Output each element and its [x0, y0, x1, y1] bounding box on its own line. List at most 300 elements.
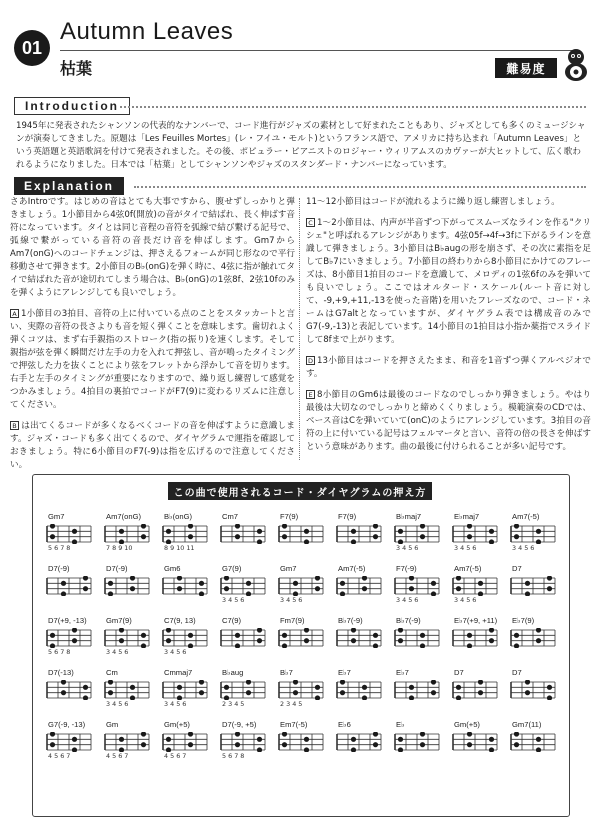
finger-dot	[166, 628, 171, 633]
finger-dot	[141, 534, 146, 539]
finger-dot	[398, 747, 403, 752]
song-title-japanese: 枯葉	[60, 59, 93, 78]
section-tag-c: C	[306, 218, 315, 227]
introduction-heading: Introduction	[14, 97, 130, 115]
finger-dot	[199, 591, 204, 596]
finger-dot	[362, 685, 367, 690]
finger-dot	[108, 690, 113, 695]
chord-name: B♭7	[280, 668, 293, 677]
chord-name: Gm(+5)	[164, 720, 190, 729]
finger-dot	[224, 576, 229, 581]
chord-fretboard	[391, 680, 441, 700]
chord-diagram-grid	[40, 512, 564, 812]
chord-name: D7	[512, 668, 522, 677]
chord-name: Fm7(9)	[280, 616, 305, 625]
chord-diagram	[330, 616, 388, 668]
chord-name: Am7(-5)	[454, 564, 482, 573]
finger-dot	[141, 742, 146, 747]
chord-name: E♭	[396, 720, 405, 729]
finger-dot	[166, 638, 171, 643]
chord-name: B♭maj7	[396, 512, 422, 521]
chord-diagram	[40, 720, 98, 772]
chord-fret-numbers: 3 4 5 6	[280, 596, 303, 604]
finger-dot	[235, 732, 240, 737]
chord-fretboard	[333, 524, 383, 544]
chord-fret-numbers: 3 4 5 6	[396, 544, 419, 552]
chord-name: E♭7(9)	[512, 616, 535, 625]
finger-dot	[235, 534, 240, 539]
finger-dot	[409, 586, 414, 591]
chord-fretboard	[101, 680, 151, 700]
chord-fretboard	[217, 680, 267, 700]
chord-fretboard	[217, 732, 267, 752]
finger-dot	[351, 747, 356, 752]
finger-dot	[536, 539, 541, 544]
chord-diagram	[272, 616, 330, 668]
chord-fretboard	[391, 628, 441, 648]
section-tag-a: A	[10, 309, 19, 318]
finger-dot	[282, 732, 287, 737]
chord-diagram	[214, 668, 272, 720]
finger-dot	[398, 737, 403, 742]
finger-dot	[351, 638, 356, 643]
finger-dot	[119, 737, 124, 742]
finger-dot	[119, 638, 124, 643]
chord-name: D7	[454, 668, 464, 677]
finger-dot	[304, 628, 309, 633]
finger-dot	[362, 695, 367, 700]
finger-dot	[199, 690, 204, 695]
chord-name: D7	[512, 564, 522, 573]
chord-fretboard	[159, 576, 209, 596]
chord-name: Cm	[106, 668, 118, 677]
finger-dot	[166, 529, 171, 534]
finger-dot	[373, 534, 378, 539]
section-tag-d: D	[307, 357, 313, 365]
finger-dot	[50, 742, 55, 747]
finger-dot	[119, 628, 124, 633]
chord-name: Am7(-5)	[512, 512, 540, 521]
chord-diagram	[446, 720, 504, 772]
finger-dot	[467, 524, 472, 529]
finger-dot	[351, 737, 356, 742]
chord-fretboard	[449, 732, 499, 752]
finger-dot	[431, 581, 436, 586]
finger-dot	[188, 524, 193, 529]
chord-fretboard	[507, 680, 557, 700]
chord-diagram	[330, 720, 388, 772]
chord-diagram	[446, 616, 504, 668]
finger-dot	[489, 638, 494, 643]
chord-fretboard	[101, 576, 151, 596]
finger-dot	[83, 695, 88, 700]
chord-fretboard	[507, 576, 557, 596]
chord-diagram	[98, 564, 156, 616]
finger-dot	[83, 576, 88, 581]
chord-fretboard	[391, 524, 441, 544]
explanation-paragraph-a	[10, 308, 295, 412]
chord-fret-numbers: 3 4 5 6	[106, 700, 129, 708]
chord-name: D7(-9)	[48, 564, 70, 573]
finger-dot	[108, 680, 113, 685]
chord-fretboard	[449, 576, 499, 596]
finger-dot	[177, 586, 182, 591]
chord-name: C7(9, 13)	[164, 616, 196, 625]
finger-dot	[293, 680, 298, 685]
chord-name: D7(+9, -13)	[48, 616, 87, 625]
chord-fretboard	[275, 732, 325, 752]
finger-dot	[373, 633, 378, 638]
finger-dot	[514, 524, 519, 529]
song-title: Autumn Leaves	[60, 18, 234, 45]
finger-dot	[467, 742, 472, 747]
finger-dot	[304, 737, 309, 742]
finger-dot	[420, 524, 425, 529]
finger-dot	[351, 539, 356, 544]
finger-dot	[351, 628, 356, 633]
chord-name: Am7(onG)	[106, 512, 142, 521]
chord-fret-numbers: 5 6 7 8	[48, 544, 71, 552]
finger-dot	[246, 680, 251, 685]
chord-name: Gm(+5)	[454, 720, 480, 729]
finger-dot	[141, 643, 146, 648]
finger-dot	[188, 534, 193, 539]
chord-diagram	[272, 668, 330, 720]
finger-dot	[536, 737, 541, 742]
finger-dot	[315, 576, 320, 581]
chord-name: B♭aug	[222, 668, 244, 677]
finger-dot	[340, 581, 345, 586]
paragraph-a-text: 1小節目の3拍目、音符の上に付いている点のことをスタッカートと言い、実際の音符の長さよりも音を短く弾くことを意味します。歯切れよく弾くコツは、まず右手親指のストローク(指の振り)を速くします。そして親指が弦を弾く瞬間だけ左手の力を入れて押弦し、音が鳴ったタイミングで押弦した力を抜くことにより弦をフレットから浮かして音を切ります。右手と左手のタイミングが重要になりますので、繰り返し練習して感覚をつかみましょう。4拍目の裏拍でコードがF7(9)に変わるリズムに注意してください。	[10, 309, 295, 410]
chord-name: E♭maj7	[454, 512, 480, 521]
finger-dot	[130, 576, 135, 581]
finger-dot	[72, 737, 77, 742]
chord-diagram	[446, 668, 504, 720]
chord-diagram	[504, 668, 562, 720]
finger-dot	[514, 742, 519, 747]
finger-dot	[61, 680, 66, 685]
chord-name: G7(-9, -13)	[48, 720, 86, 729]
chord-diagram	[98, 668, 156, 720]
finger-dot	[456, 576, 461, 581]
finger-dot	[431, 680, 436, 685]
chord-diagram-title: この曲で使用されるコード・ダイヤグラムの押え方	[168, 482, 432, 500]
finger-dot	[398, 529, 403, 534]
finger-dot	[119, 529, 124, 534]
page-header	[0, 0, 600, 95]
finger-dot	[456, 695, 461, 700]
chord-diagram	[272, 564, 330, 616]
finger-dot	[431, 591, 436, 596]
finger-dot	[224, 586, 229, 591]
chord-name: Gm7	[280, 564, 297, 573]
chord-name: B♭(onG)	[164, 512, 193, 521]
finger-dot	[235, 633, 240, 638]
chord-diagram	[388, 564, 446, 616]
finger-dot	[108, 581, 113, 586]
chord-diagram	[272, 512, 330, 564]
chord-diagram	[272, 720, 330, 772]
chord-name: D7(-13)	[48, 668, 74, 677]
chord-diagram	[388, 616, 446, 668]
chord-name: D7(-9, +5)	[222, 720, 257, 729]
chord-fret-numbers: 4 5 6 7	[106, 752, 129, 760]
chord-fretboard	[159, 524, 209, 544]
chord-fretboard	[507, 732, 557, 752]
finger-dot	[293, 581, 298, 586]
finger-dot	[420, 534, 425, 539]
finger-dot	[246, 690, 251, 695]
finger-dot	[188, 633, 193, 638]
chord-name: Am7(-5)	[338, 564, 366, 573]
chord-diagram	[156, 720, 214, 772]
explanation-paragraph-d	[306, 355, 591, 381]
finger-dot	[340, 690, 345, 695]
finger-dot	[177, 685, 182, 690]
finger-dot	[489, 737, 494, 742]
section-tag-b: B	[10, 421, 19, 430]
finger-dot	[257, 628, 262, 633]
introduction-dotted-rule	[120, 106, 586, 108]
chord-diagram	[40, 616, 98, 668]
chord-diagram	[446, 564, 504, 616]
chord-name: Em7(-5)	[280, 720, 308, 729]
finger-dot	[398, 628, 403, 633]
finger-dot	[547, 685, 552, 690]
finger-dot	[282, 524, 287, 529]
chord-fretboard	[333, 576, 383, 596]
explanation-dotted-rule	[134, 186, 586, 188]
finger-dot	[50, 534, 55, 539]
finger-dot	[547, 586, 552, 591]
finger-dot	[409, 695, 414, 700]
difficulty-mascot-icon	[560, 46, 592, 82]
chord-name: E♭7(+9, +11)	[454, 616, 498, 625]
finger-dot	[467, 643, 472, 648]
explanation-right-column	[306, 196, 591, 462]
chord-fret-numbers: 7 8 9 10	[106, 544, 133, 552]
chord-name: Gm7(9)	[106, 616, 132, 625]
chord-name: F7(9)	[280, 512, 299, 521]
chord-diagram	[40, 668, 98, 720]
finger-dot	[547, 695, 552, 700]
chord-diagram	[214, 512, 272, 564]
finger-dot	[177, 576, 182, 581]
finger-dot	[72, 529, 77, 534]
chord-fret-numbers: 5 6 7 8	[222, 752, 245, 760]
finger-dot	[304, 747, 309, 752]
finger-dot	[536, 529, 541, 534]
finger-dot	[514, 643, 519, 648]
song-number-badge: 01	[14, 30, 50, 66]
finger-dot	[536, 638, 541, 643]
chord-diagram	[98, 616, 156, 668]
finger-dot	[514, 633, 519, 638]
chord-fret-numbers: 3 4 5 6	[106, 648, 129, 656]
finger-dot	[72, 539, 77, 544]
chord-name: E♭6	[338, 720, 351, 729]
finger-dot	[166, 737, 171, 742]
finger-dot	[478, 591, 483, 596]
chord-fret-numbers: 4 5 6 7	[48, 752, 71, 760]
finger-dot	[420, 742, 425, 747]
chord-name: F7(-9)	[396, 564, 417, 573]
chord-fretboard	[159, 732, 209, 752]
chord-name: G7(9)	[222, 564, 242, 573]
finger-dot	[315, 685, 320, 690]
finger-dot	[304, 529, 309, 534]
finger-dot	[409, 685, 414, 690]
chord-fretboard	[101, 628, 151, 648]
chord-fretboard	[101, 524, 151, 544]
chord-diagram	[156, 512, 214, 564]
finger-dot	[199, 581, 204, 586]
chord-diagram	[504, 564, 562, 616]
explanation-heading: Explanation	[14, 177, 124, 195]
chord-name: Gm7(11)	[512, 720, 542, 729]
finger-dot	[304, 638, 309, 643]
chord-fret-numbers: 3 4 5 6	[164, 700, 187, 708]
chord-diagram	[504, 512, 562, 564]
finger-dot	[246, 581, 251, 586]
finger-dot	[420, 633, 425, 638]
chord-diagram	[40, 512, 98, 564]
finger-dot	[420, 732, 425, 737]
finger-dot	[199, 680, 204, 685]
finger-dot	[188, 732, 193, 737]
chord-diagram	[214, 564, 272, 616]
paragraph-d-text: 13小節目はコードを押さえたまま、和音を1音ずつ弾くアルペジオです。	[306, 356, 591, 379]
finger-dot	[536, 628, 541, 633]
chord-diagram	[98, 720, 156, 772]
finger-dot	[456, 685, 461, 690]
section-tag-e: E	[306, 390, 315, 399]
chord-fretboard	[275, 576, 325, 596]
chord-diagram	[388, 512, 446, 564]
chord-name: Cmmaj7	[164, 668, 193, 677]
introduction-text: 1945年に発表されたシャンソンの代表的なナンバーで、コード進行がジャズの素材として好まれたこともあり、ジャズとしても多くのミュージシャンが演奏してきました。原題は「Les Feuilles Mortes」(レ・フイユ・モルト)というフランス語で、アメリカに持ち込まれ「Autumn Leaves」という英語題と英語歌詞を付けて発表されました。その後、ポピュラー・ピアニストのロジャー・ウィリアムスのカヴァーが大ヒットして、広く歌われるようになりました。日本では「枯葉」としてシャンソンやジャズのスタンダード・ナンバーになっています。	[16, 121, 586, 170]
chord-name: E♭7	[396, 668, 409, 677]
finger-dot	[257, 638, 262, 643]
finger-dot	[340, 680, 345, 685]
paragraph-e-text: 8小節目のGm6は最後のコードなのでしっかり弾きましょう。やはり最後は大切なのでしっかりと締めくくりましょう。模範演奏のCDでは、ベース音はCを弾いていて(onC)のようにアレンジしています。3拍目の音符の上に付いている記号はフェルマータと言い、音符の倍の長さを伸ばすという意味があります。曲の最後に付けられることが多い記号です。	[306, 390, 591, 452]
chord-fretboard	[275, 680, 325, 700]
chord-fretboard	[217, 524, 267, 544]
chord-fretboard	[333, 680, 383, 700]
finger-dot	[257, 737, 262, 742]
chord-fretboard	[333, 628, 383, 648]
chord-fretboard	[275, 524, 325, 544]
finger-dot	[547, 576, 552, 581]
chord-diagram	[446, 512, 504, 564]
finger-dot	[362, 576, 367, 581]
finger-dot	[478, 680, 483, 685]
chord-fretboard	[159, 628, 209, 648]
chord-fretboard	[507, 628, 557, 648]
finger-dot	[130, 586, 135, 591]
chord-fretboard	[217, 628, 267, 648]
finger-dot	[108, 591, 113, 596]
finger-dot	[536, 747, 541, 752]
explanation-paragraph-cont: 11〜12小節目はコードが流れるように繰り返し練習しましょう。	[306, 197, 560, 207]
chord-diagram	[40, 564, 98, 616]
explanation-left-column	[10, 196, 295, 480]
finger-dot	[72, 747, 77, 752]
finger-dot	[351, 529, 356, 534]
finger-dot	[188, 643, 193, 648]
chord-diagram	[156, 668, 214, 720]
finger-dot	[83, 685, 88, 690]
finger-dot	[141, 633, 146, 638]
chord-diagram	[156, 616, 214, 668]
chord-name: Gm6	[164, 564, 181, 573]
chord-fretboard	[275, 628, 325, 648]
chord-fretboard	[43, 576, 93, 596]
finger-dot	[373, 524, 378, 529]
finger-dot	[83, 586, 88, 591]
finger-dot	[431, 690, 436, 695]
chord-fret-numbers: 4 5 6 7	[164, 752, 187, 760]
finger-dot	[478, 581, 483, 586]
finger-dot	[398, 638, 403, 643]
finger-dot	[362, 586, 367, 591]
chord-fret-numbers: 8 9 10 11	[164, 544, 195, 552]
finger-dot	[409, 576, 414, 581]
finger-dot	[50, 732, 55, 737]
chord-fretboard	[159, 680, 209, 700]
finger-dot	[304, 539, 309, 544]
finger-dot	[246, 591, 251, 596]
finger-dot	[373, 643, 378, 648]
chord-fret-numbers: 5 6 7 8	[48, 648, 71, 656]
explanation-paragraph-e	[306, 389, 591, 454]
explanation-header	[14, 176, 124, 196]
finger-dot	[282, 534, 287, 539]
finger-dot	[72, 628, 77, 633]
chord-fretboard	[449, 524, 499, 544]
finger-dot	[489, 539, 494, 544]
chord-fret-numbers: 3 4 5 6	[512, 544, 535, 552]
chord-fretboard	[333, 732, 383, 752]
chord-fretboard	[43, 524, 93, 544]
finger-dot	[525, 690, 530, 695]
finger-dot	[282, 633, 287, 638]
chord-fret-numbers: 2 3 4 5	[222, 700, 245, 708]
chord-diagram	[330, 668, 388, 720]
finger-dot	[467, 534, 472, 539]
explanation-paragraph-b	[10, 420, 295, 472]
chord-name: Gm	[106, 720, 119, 729]
difficulty-label: 難易度	[495, 58, 557, 78]
chord-diagram	[98, 512, 156, 564]
finger-dot	[373, 732, 378, 737]
column-divider	[299, 198, 300, 460]
chord-diagram	[388, 668, 446, 720]
title-divider	[60, 50, 580, 51]
finger-dot	[315, 586, 320, 591]
finger-dot	[467, 732, 472, 737]
chord-diagram	[388, 720, 446, 772]
explanation-paragraph: さあIntroです。はじめの音はとても大事ですから、腹せずしっかりと弾きましょう。1小節目から4弦0f(開放)の音がタイで結ばれ、長く伸ばす音符になっています。タイとは同じ音程の音符を弧線で結び繋げる記号で、弧線で繋がっている音符の音長だけ音を伸ばします。Gm7からAm7(onG)へのコードチェンジは、押さえるフォームが同じ形なので平行移動させて弾きます。2小節目のB♭(onG)を弾く時に、4弦に指が触れてタイで結ばれた音が途切れてしまう場合は、B♭(onG)の1弦8f、2弦10fのみを弾くようにアレンジしても良いでしょう。	[10, 197, 295, 298]
chord-fretboard	[43, 680, 93, 700]
finger-dot	[514, 534, 519, 539]
chord-fret-numbers: 3 4 5 6	[164, 648, 187, 656]
finger-dot	[478, 690, 483, 695]
chord-name: B♭7(-9)	[396, 616, 421, 625]
finger-dot	[420, 643, 425, 648]
finger-dot	[525, 581, 530, 586]
finger-dot	[293, 690, 298, 695]
